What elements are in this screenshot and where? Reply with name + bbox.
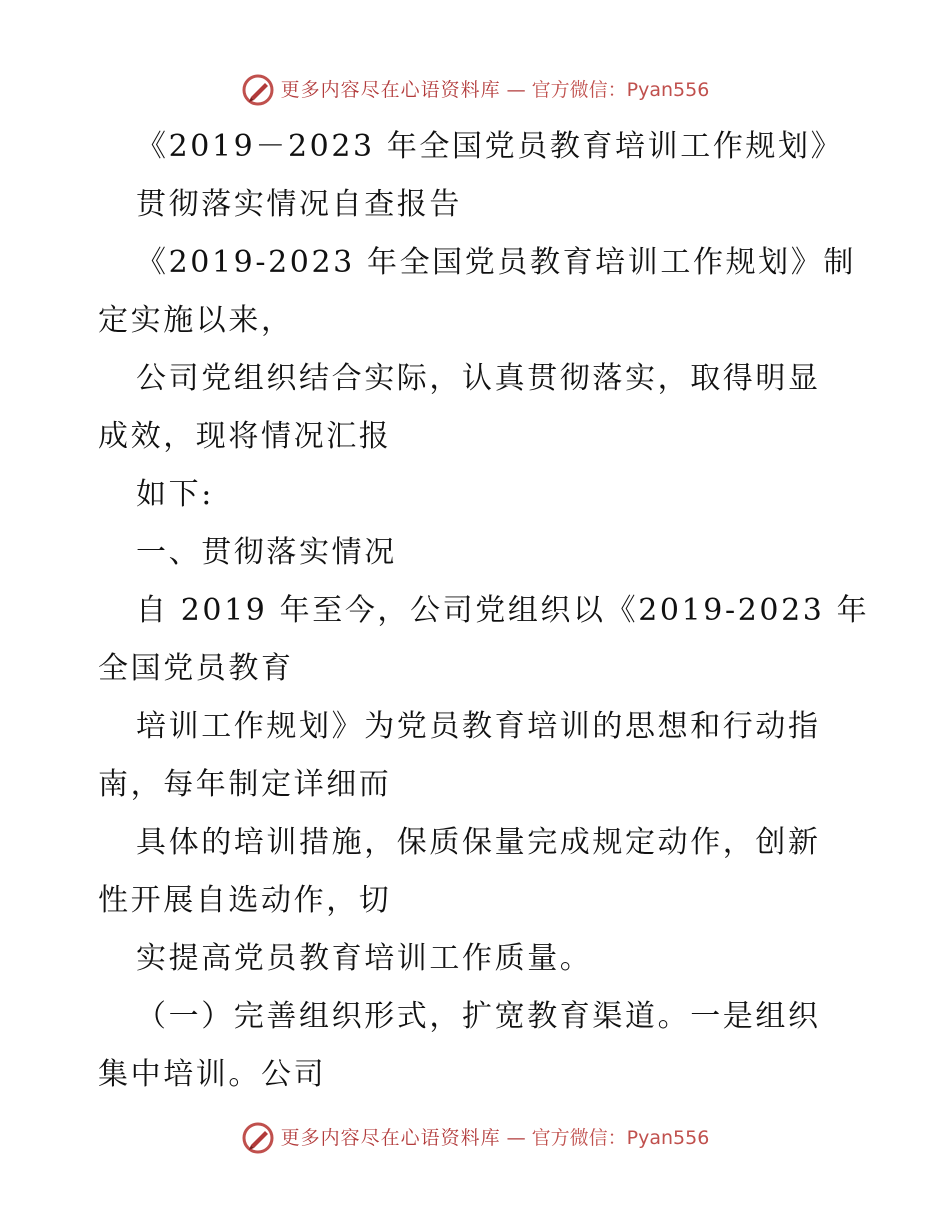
header-brand-text: 更多内容尽在心语资料库 xyxy=(280,79,501,101)
paragraph-line: 集中培训。公司 xyxy=(98,1057,327,1092)
paragraph-line: 全国党员教育 xyxy=(98,651,294,686)
paragraph-line: 公司党组织结合实际，认真贯彻落实，取得明显 xyxy=(136,361,821,396)
footer-brand-text: 更多内容尽在心语资料库 xyxy=(280,1127,501,1149)
footer-banner xyxy=(0,1118,950,1158)
doc-title-line-1: 《2019－2023 年全国党员教育培训工作规划》 xyxy=(136,129,844,164)
paragraph-line: 实提高党员教育培训工作质量。 xyxy=(136,941,593,976)
subsection-heading: （一）完善组织形式，扩宽教育渠道。一是组织 xyxy=(136,999,821,1034)
doc-title-line-2: 贯彻落实情况自查报告 xyxy=(136,187,462,222)
paragraph-line: 成效，现将情况汇报 xyxy=(98,419,392,454)
paragraph-line: 定实施以来， xyxy=(98,303,294,338)
paragraph-line: 性开展自选动作，切 xyxy=(98,883,392,918)
footer-wechat-text: 官方微信：Pyan556 xyxy=(531,1127,710,1149)
paragraph-line: 《2019-2023 年全国党员教育培训工作规划》制 xyxy=(136,245,856,280)
paragraph-line: 如下: xyxy=(136,477,214,512)
header-separator: — xyxy=(506,79,526,101)
footer-separator: — xyxy=(506,1127,526,1149)
header-wechat-text: 官方微信：Pyan556 xyxy=(531,79,710,101)
document-body xyxy=(98,118,870,1104)
pen-logo-icon xyxy=(241,73,275,107)
paragraph-line: 自 2019 年至今，公司党组织以《2019-2023 年 xyxy=(136,593,870,628)
paragraph-line: 培训工作规划》为党员教育培训的思想和行动指 xyxy=(136,709,821,744)
section-heading: 一、贯彻落实情况 xyxy=(136,535,397,570)
header-banner xyxy=(0,70,950,110)
paragraph-line: 具体的培训措施，保质保量完成规定动作，创新 xyxy=(136,825,821,860)
paragraph-line: 南，每年制定详细而 xyxy=(98,767,392,802)
pen-logo-icon xyxy=(241,1121,275,1155)
